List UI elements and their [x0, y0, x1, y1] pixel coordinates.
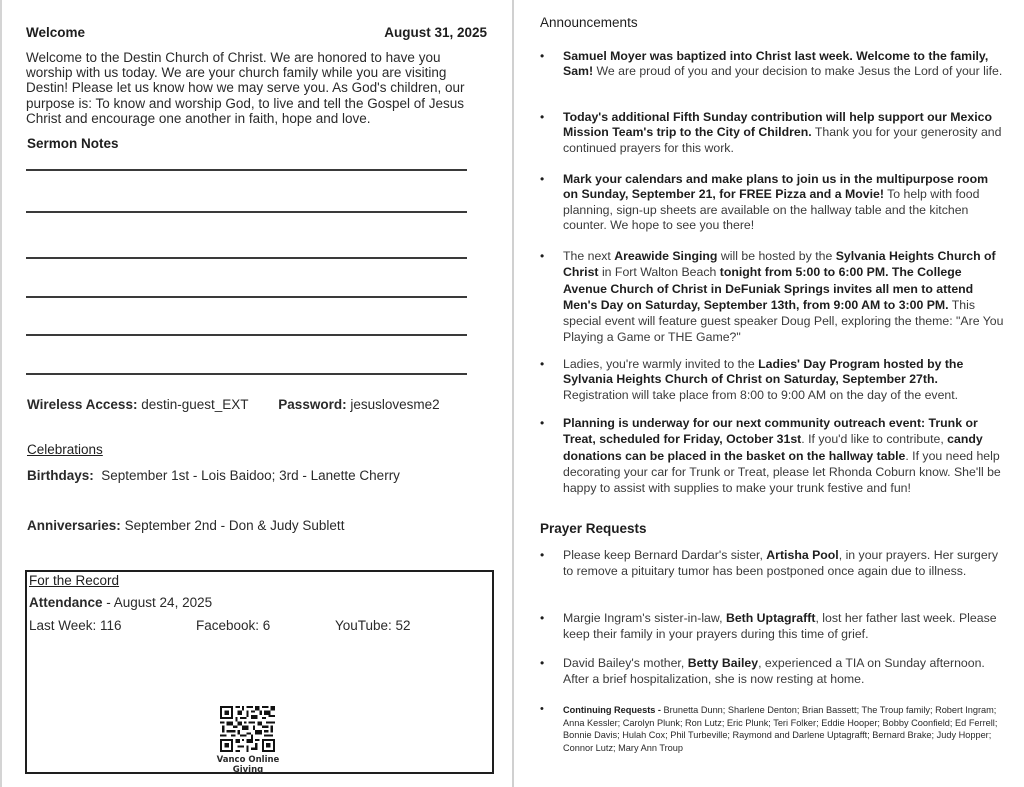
bullet-icon: •: [540, 656, 545, 670]
bullet-icon: •: [540, 548, 545, 562]
birthdays: [27, 468, 400, 483]
note-line: [26, 334, 467, 336]
announcement-item: [540, 248, 1004, 346]
note-line: [26, 257, 467, 259]
prayer-text: David Bailey's mother, Betty Bailey, experienced a TIA on Sunday afternoon. After a brief hospitalization, she is now resting at home.: [563, 656, 985, 687]
page-edge: [0, 0, 2, 787]
note-line: [26, 373, 467, 375]
announcement-text: Today's additional Fifth Sunday contribution will help support our Mexico Mission Team's trip to the City of Children. Thank you for your generosity and continued prayers for this work.: [563, 110, 1002, 155]
bullet-icon: •: [540, 249, 545, 263]
wireless-password: jesuslovesme2: [350, 397, 440, 412]
page-divider: [512, 0, 514, 787]
qr-code-icon[interactable]: [220, 706, 275, 752]
announcement-text: Mark your calendars and make plans to join us in the multipurpose room on Sunday, September 21, for FREE Pizza and a Movie! To help with food planning, sign-up sheets are available on the hallway table and the kitchen counter. We hope to see you there!: [563, 172, 989, 232]
welcome-heading: Welcome: [26, 25, 86, 40]
note-line: [26, 169, 467, 171]
wireless-network: destin-guest_EXT: [141, 397, 249, 412]
note-line: [26, 211, 467, 213]
password-label: Password:: [278, 397, 347, 412]
welcome-paragraph: Welcome to the Destin Church of Christ. We are honored to have you worship with us today. We are your church family while you are visiting Destin! Please let us know how we may serve you. As God's children, our purpose is: To know and worship God, to live and tell the Gospel of Jesus Christ and encourage one another in faith, hope and love.: [26, 50, 465, 126]
prayer-item: [540, 655, 1004, 688]
bullet-icon: •: [540, 416, 545, 430]
bullet-icon: •: [540, 49, 545, 63]
prayer-text: Margie Ingram's sister-in-law, Beth Uptagrafft, lost her father last week. Please keep their family in your prayers during this time of grief.: [563, 611, 997, 642]
prayer-item: [540, 547, 1004, 580]
bulletin-date: August 31, 2025: [384, 25, 487, 40]
announcement-item: [540, 49, 1004, 80]
anniversaries-value: September 2nd - Don & Judy Sublett: [124, 518, 345, 533]
announcement-text: The next Areawide Singing will be hosted by the Sylvania Heights Church of Christ in Fort Walton Beach tonight from 5:00 to 6:00 PM. The College Avenue Church of Christ in DeFuniak Springs invites all men to attend Men's Day on Saturday, September 13th, from 9:00 AM to 3:00 PM. This special event will feature guest speaker Doug Pell, exploring the theme: "Are You Playing a Game or THE Game?": [563, 249, 1004, 345]
stat-facebook: Facebook: 6: [196, 618, 271, 633]
announcement-item: [540, 357, 1004, 403]
bullet-icon: •: [540, 357, 545, 371]
anniversaries-label: Anniversaries:: [27, 518, 121, 533]
announcement-text: Ladies, you're warmly invited to the Ladies' Day Program hosted by the Sylvania Heights Church of Christ on Saturday, September 27th. Registration will take place from 8:00 to 9:00 AM on the day of the event.: [563, 357, 964, 402]
anniversaries: [27, 518, 344, 533]
attendance-stats: [29, 618, 489, 636]
announcement-item: [540, 172, 1004, 233]
birthdays-value: September 1st - Lois Baidoo; 3rd - Lanette Cherry: [101, 468, 400, 483]
announcement-text: Samuel Moyer was baptized into Christ last week. Welcome to the family, Sam! We are proud of you and your decision to make Jesus the Lord of your life.: [563, 49, 1003, 79]
announcements-heading: Announcements: [540, 15, 638, 30]
sermon-notes-heading: Sermon Notes: [27, 136, 119, 151]
continuing-requests-text: Continuing Requests - Brunetta Dunn; Sharlene Denton; Brian Bassett; The Troup family; Robert Ingram; Anna Kessler; Carolyn Plunk; Ron Lutz; Eric Plunk; Teri Folker; Eddie Hooper; Bobby Coonfield; Ed Ferrell; Bonnie Davis; Hulah Cox; Phil Turbeville; Raymond and Darlene Uptagrafft; Bernard Brake; Judy Hopper; Connor Lutz; Mary Ann Troup: [563, 705, 998, 753]
note-line: [26, 296, 467, 298]
attendance-label: Attendance: [29, 595, 103, 610]
wireless-info: [27, 397, 440, 412]
stat-last-week: Last Week: 116: [29, 618, 122, 633]
attendance: [29, 595, 212, 610]
qr-caption: Vanco Online Giving: [216, 755, 280, 775]
bullet-icon: •: [540, 110, 545, 124]
bullet-icon: •: [540, 703, 544, 715]
announcement-item: [540, 415, 1004, 496]
wireless-label: Wireless Access:: [27, 397, 138, 412]
stat-youtube: YouTube: 52: [335, 618, 411, 633]
announcement-item: [540, 110, 1004, 156]
announcement-text: Planning is underway for our next community outreach event: Trunk or Treat, scheduled for Friday, October 31st. If you'd like to contribute, candy donations can be placed in the basket on the hallway table. If you need help decorating your car for Trunk or Treat, please let Rhonda Coburn know. She'll be happy to assist with supplies to make your trunk festive and fun!: [563, 416, 1001, 496]
prayer-requests-heading: Prayer Requests: [540, 521, 647, 536]
bullet-icon: •: [540, 611, 545, 625]
attendance-date: - August 24, 2025: [102, 595, 213, 610]
for-the-record-heading: For the Record: [29, 573, 120, 588]
birthdays-label: Birthdays:: [27, 468, 94, 483]
prayer-item: [540, 610, 1004, 643]
continuing-requests: [540, 704, 1004, 754]
celebrations-heading: Celebrations: [27, 442, 103, 457]
prayer-text: Please keep Bernard Dardar's sister, Artisha Pool, in your prayers. Her surgery to remove a pituitary tumor has been postponed once again due to illness.: [563, 548, 998, 579]
bullet-icon: •: [540, 172, 545, 186]
